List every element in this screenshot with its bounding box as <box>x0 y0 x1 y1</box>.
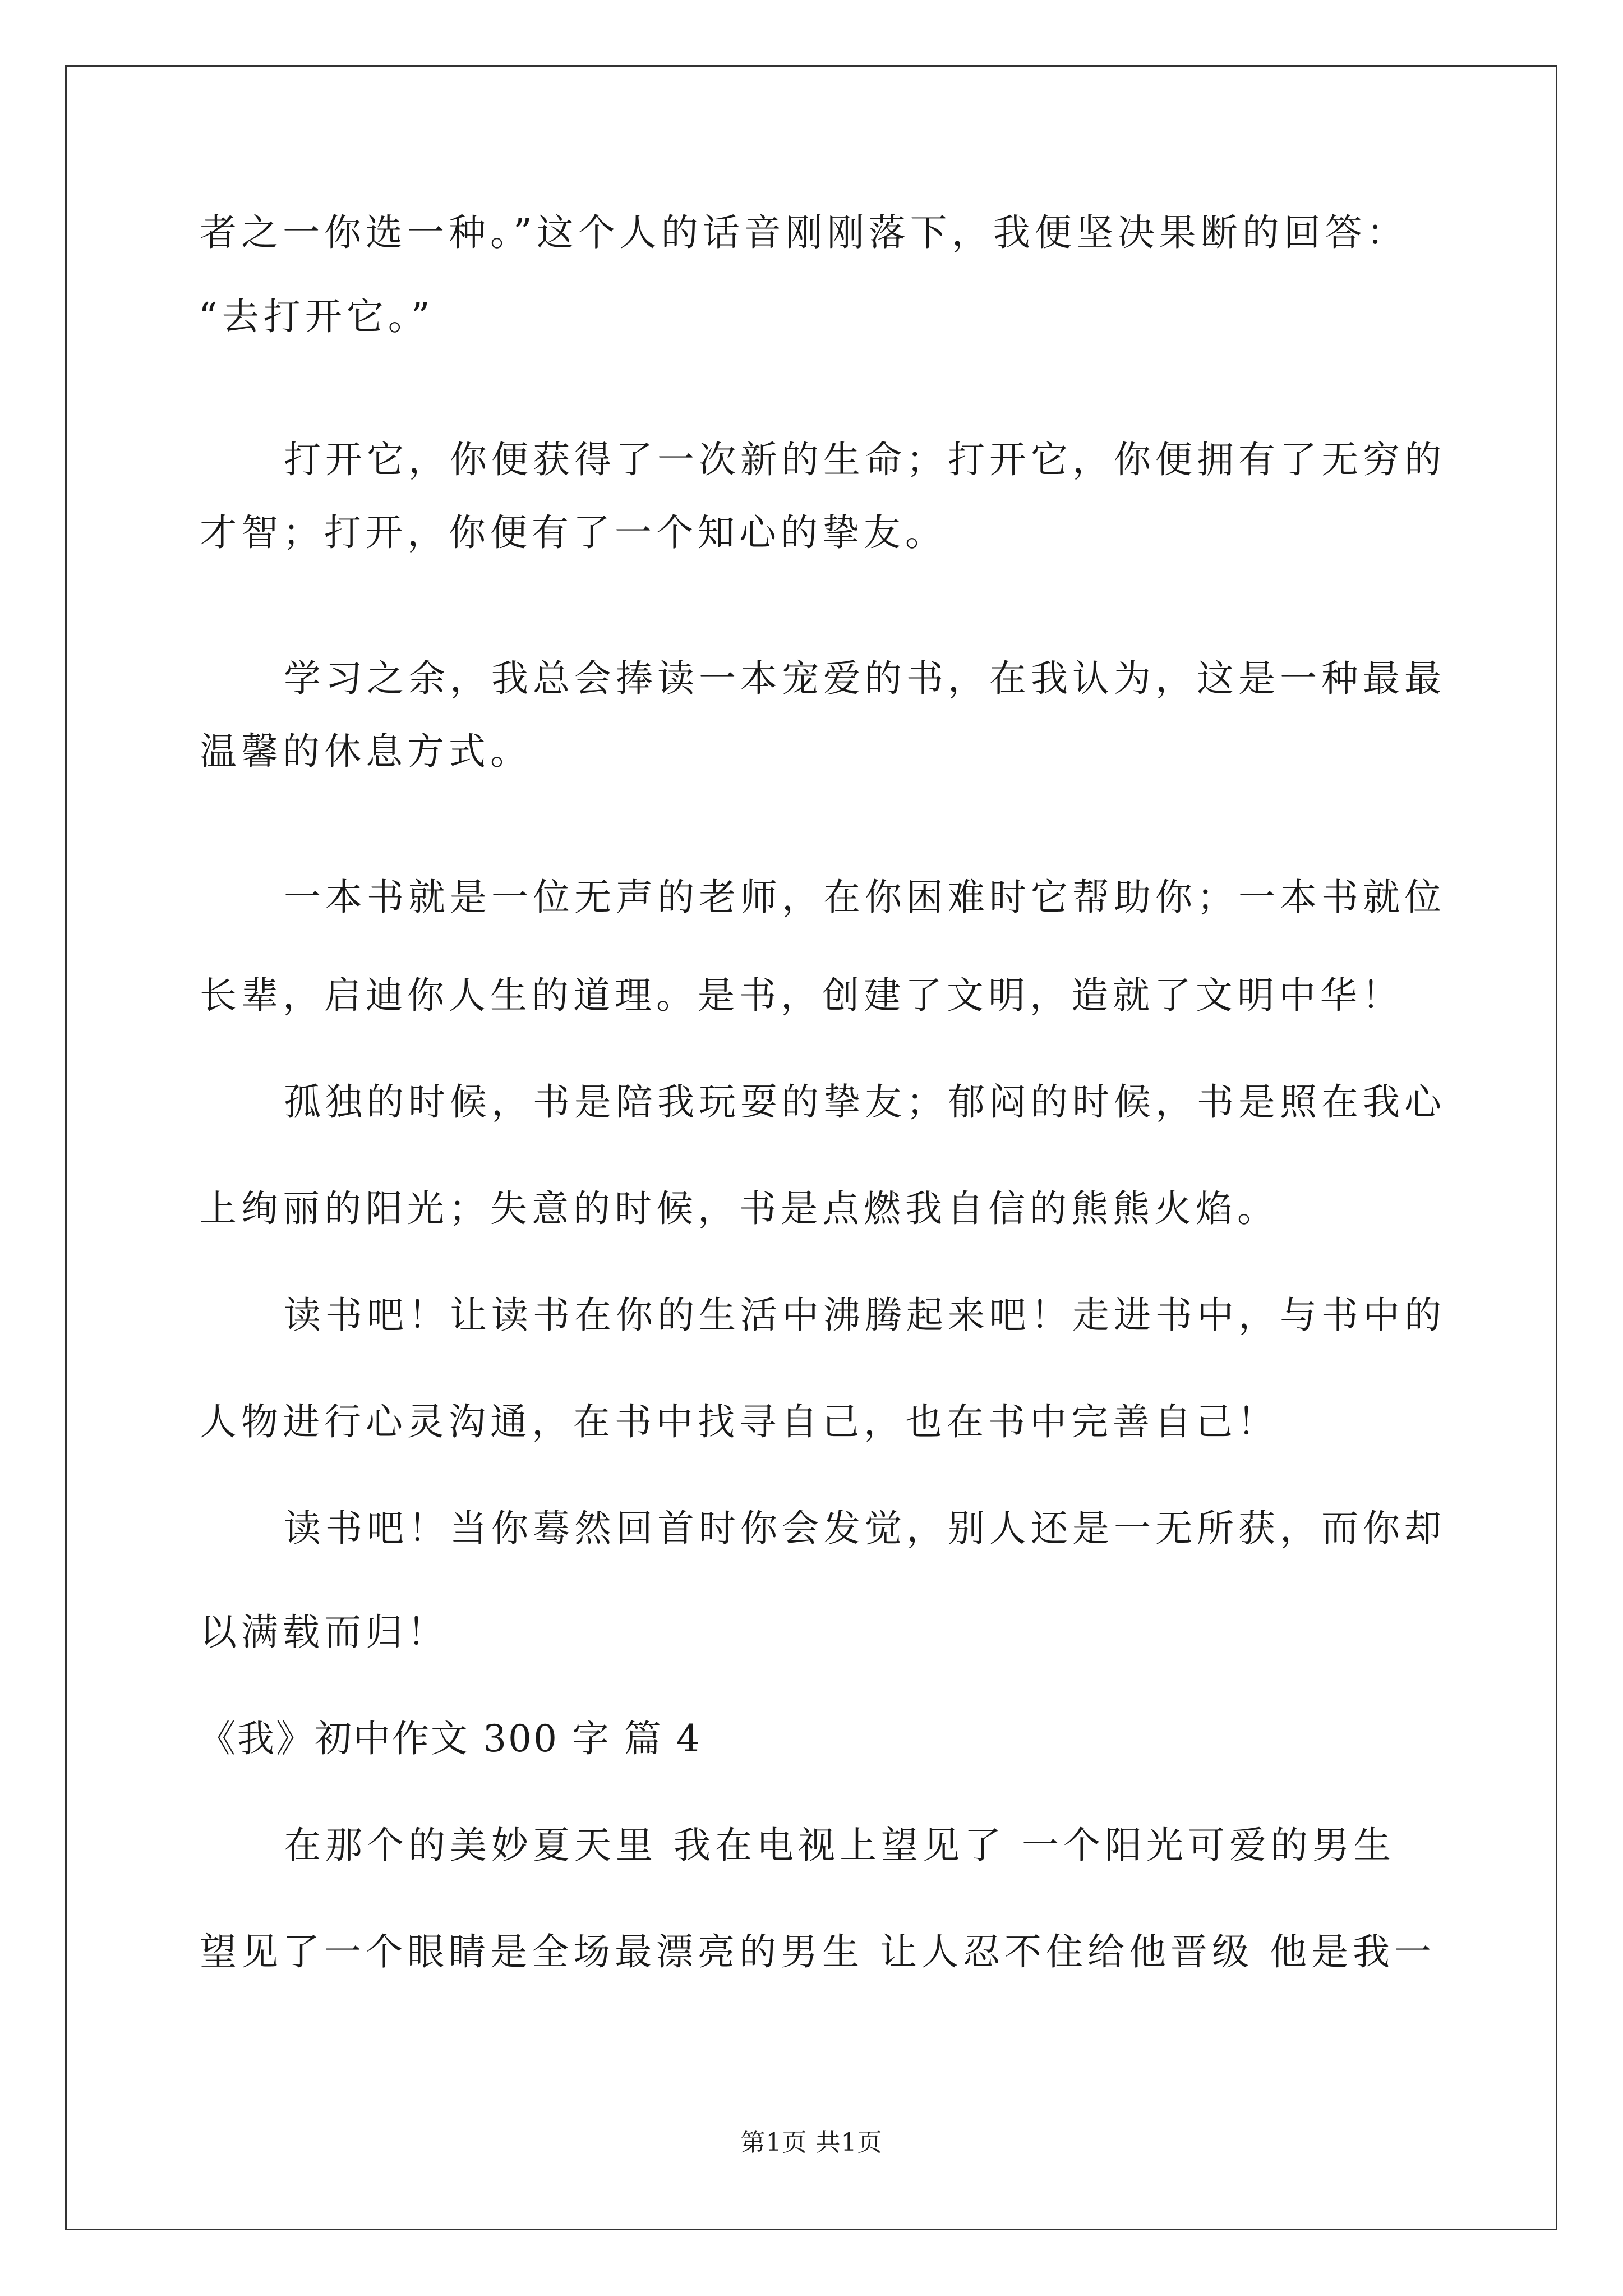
paragraph-start: 读书吧！让读书在你的生活中沸腾起来吧！走进书中，与书中的 <box>284 1294 1446 1337</box>
text-line: 望见了一个眼睛是全场最漂亮的男生 让人忍不住给他晋级 他是我一 <box>200 1930 1436 1973</box>
text-line: 长辈，启迪你人生的道理。是书，创建了文明，造就了文明中华！ <box>200 974 1403 1017</box>
text-line: 温馨的休息方式。 <box>200 730 532 773</box>
page-footer: 第1页 共1页 <box>740 2128 883 2157</box>
paragraph-start: 打开它，你便获得了一次新的生命；打开它，你便拥有了无穷的 <box>284 438 1446 481</box>
paragraph-start: 读书吧！当你蓦然回首时你会发觉，别人还是一无所获，而你却 <box>284 1507 1446 1550</box>
paragraph-start: 一本书就是一位无声的老师，在你困难时它帮助你；一本书就位 <box>284 876 1446 919</box>
text-line: 才智；打开，你便有了一个知心的挚友。 <box>200 511 947 554</box>
text-line: “去打开它。” <box>199 295 435 338</box>
section-heading: 《我》初中作文 300 字 篇 4 <box>199 1717 702 1760</box>
text-line: 上绚丽的阳光；失意的时候，书是点燃我自信的熊熊火焰。 <box>200 1187 1279 1230</box>
paragraph-start: 学习之余，我总会捧读一本宠爱的书，在我认为，这是一种最最 <box>284 657 1446 700</box>
text-line: 以满载而归！ <box>200 1611 449 1654</box>
page-border <box>65 65 1557 2230</box>
paragraph-start: 孤独的时候，书是陪我玩耍的挚友；郁闷的时候，书是照在我心 <box>284 1080 1446 1124</box>
paragraph-start: 在那个的美妙夏天里 我在电视上望见了 一个阳光可爱的男生 <box>284 1824 1395 1867</box>
text-line: 者之一你选一种。”这个人的话音刚刚落下，我便坚决果断的回答： <box>200 211 1408 254</box>
text-line: 人物进行心灵沟通，在书中找寻自己，也在书中完善自己！ <box>200 1400 1279 1443</box>
